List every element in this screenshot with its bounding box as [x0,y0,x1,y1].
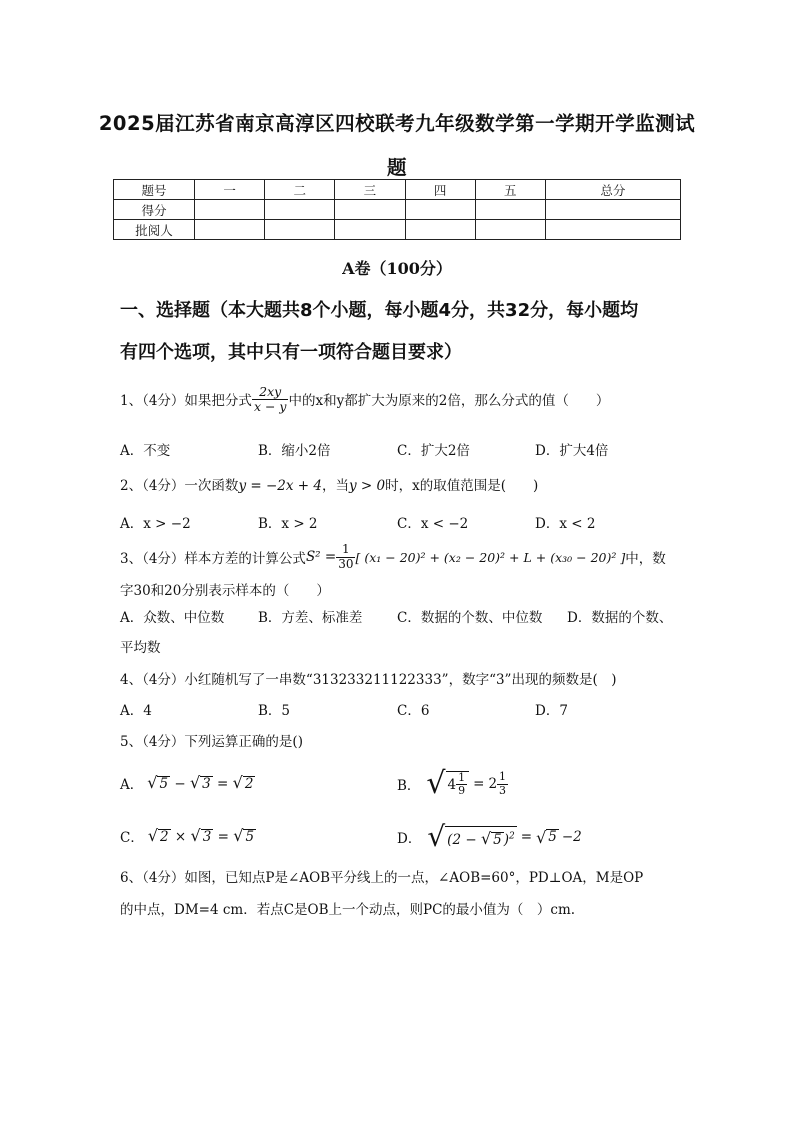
fraction-numerator: 1 [499,770,507,784]
radicand: 2 [160,829,169,846]
radical-expression: √ 5 − √ 3 = √ 2 [147,773,254,793]
question-text: 2、（4分）一次函数 [120,478,239,494]
table-cell [475,220,545,240]
table-cell [265,200,335,220]
option-b [397,763,508,805]
table-cell [545,220,680,240]
expression-part: 2 [573,829,582,845]
table-cell [335,200,405,220]
fraction-denominator: x − y [253,398,287,414]
option-b: B．x > 2 [258,516,318,532]
option-c [120,826,256,846]
table-cell: 一 [195,180,265,200]
option-label: A． [120,777,144,793]
option-a: A．4 [120,703,152,719]
formula: [ (x₁ − 20)² + (x₂ − 20)² + L + (x₃₀ − 20)² ] [355,549,626,565]
option-d: D．7 [535,703,568,719]
table-cell: 五 [475,180,545,200]
question-text: 3、（4分）样本方差的计算公式 [120,551,306,567]
table-cell: 二 [265,180,335,200]
section-heading: 一、选择题（本大题共8个小题，每小题4分，共32分，每小题均 [120,300,639,321]
question-3-cont: 字30和20分别表示样本的（ ） [120,583,330,599]
formula: y = −2x + 4 [238,478,322,494]
fraction-numerator: 1 [458,770,466,784]
option-c: C．6 [397,703,430,719]
question-3 [120,538,666,576]
option-c: C．数据的个数、中位数 [397,610,543,626]
option-d: D．x < 2 [535,516,596,532]
formula: S² = [305,549,337,565]
integer-part: 4 [447,776,457,793]
radical-expression: √ 2 × √ 3 = √ 5 [147,826,255,846]
radicand: 5 [548,828,557,845]
table-cell [475,200,545,220]
option-label: C． [120,830,144,846]
option-a: A．众数、中位数 [120,610,225,626]
fraction [336,543,355,570]
table-cell: 题号 [114,180,195,200]
exponent: 2 [509,831,515,842]
question-text: 中的x和y都扩大为原来的2倍，那么分式的值（ ） [288,393,610,409]
question-text: 1、（4分）如果把分式 [120,393,252,409]
question-1 [120,380,609,418]
option-b: B．缩小2倍 [258,443,331,459]
question-text: ，当 [321,478,349,494]
table-cell [335,220,405,240]
question-5: 5、（4分）下列运算正确的是() [120,734,303,750]
page-title-cont: 题 [386,156,407,179]
radicand: 2 [244,776,254,793]
option-b: B．5 [258,703,291,719]
question-text: 时，x的取值范围是( ) [385,478,539,494]
integer-part: 2 [488,776,498,792]
score-table [113,179,681,240]
formula: y > 0 [348,478,386,494]
table-cell [265,220,335,240]
page-title: 2025届江苏省南京高淳区四校联考九年级数学第一学期开学监测试 [98,112,696,135]
table-cell [195,200,265,220]
table-row [114,180,681,200]
option-a [120,773,255,793]
radicand: 3 [202,776,211,793]
option-c: C．扩大2倍 [397,443,470,459]
option-c: C．x < −2 [397,516,469,532]
paper-a-heading: A卷（100分） [342,259,452,278]
section-heading-cont: 有四个选项，其中只有一项符合题目要求） [120,342,462,363]
question-4: 4、（4分）小红随机写了一串数“313233211122333”，数字“3”出现的频数是( ) [120,672,617,688]
question-6: 6、（4分）如图，已知点P是∠AOB平分线上的一点，∠AOB=60°，PD⊥OA，M是OP [120,870,644,886]
radicand: 5 [159,776,169,793]
fraction [252,385,289,414]
option-a: A．不变 [120,443,171,459]
expression-part: 2 − [452,831,481,848]
radical-expression: √ (2 − √ 5 )$^2$ = √ 5 − 2 [427,820,582,853]
option-d [397,818,582,856]
radical-expression: √ 4 $\frac{1}{9}$ = 2 $\frac{1}{3}$ [426,766,507,801]
fraction-denominator: 30 [338,556,354,571]
fraction [497,771,508,796]
option-label: D． [397,831,422,847]
table-row [114,220,681,240]
fraction-denominator: 9 [458,784,466,797]
fraction-denominator: 3 [499,783,507,797]
option-d-cont: 平均数 [120,640,161,656]
fraction-numerator: 1 [336,543,355,557]
option-label: B． [397,778,421,794]
table-cell [405,200,475,220]
table-cell: 总分 [545,180,680,200]
table-cell: 四 [405,180,475,200]
table-row [114,200,681,220]
option-d: D．扩大4倍 [535,443,609,459]
fraction [456,772,467,797]
option-b: B．方差、标准差 [258,610,363,626]
radicand: 3 [202,829,212,846]
option-a: A．x > −2 [120,516,191,532]
question-6-cont: 的中点，DM=4 cm．若点C是OB上一个动点，则PC的最小值为（ ）cm. [120,902,576,918]
table-cell: 三 [335,180,405,200]
table-cell: 得分 [114,200,195,220]
fraction-numerator: 2xy [252,385,289,400]
table-cell [405,220,475,240]
radicand: 5 [493,831,502,848]
question-2 [120,474,538,494]
table-cell [195,220,265,240]
table-cell [545,200,680,220]
option-d: D．数据的个数、 [567,610,673,626]
table-cell: 批阅人 [114,220,195,240]
question-text: 中，数 [625,551,666,567]
radicand: 5 [245,829,255,846]
